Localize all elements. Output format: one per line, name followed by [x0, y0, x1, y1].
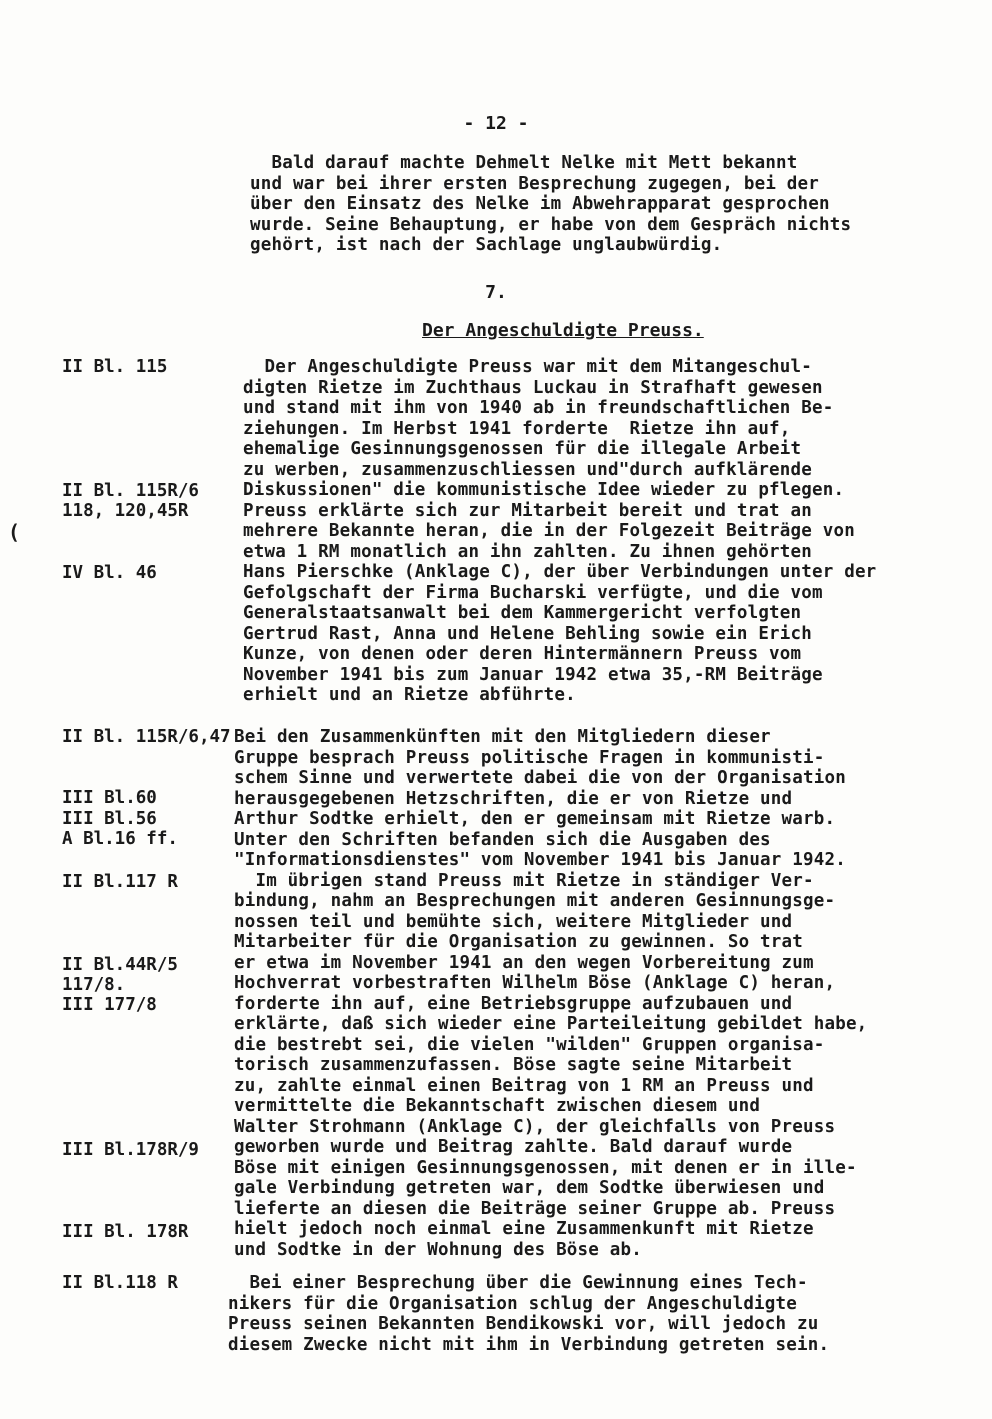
text-line: Arthur Sodtke erhielt, den er gemeinsam mit Rietze warb.	[234, 809, 836, 829]
text-line: und war bei ihrer ersten Besprechung zugegen, bei der	[250, 173, 820, 194]
text-line: Unter den Schriften befanden sich die Ausgaben des	[234, 829, 771, 850]
text-line: erklärte, daß sich wieder eine Parteileitung gebildet habe,	[234, 1014, 868, 1034]
text-line: Bei einer Besprechung über die Gewinnung eines Tech-	[228, 1273, 808, 1293]
text-line: Der Angeschuldigte Preuss war mit dem Mitangeschul-	[243, 357, 813, 377]
intro-paragraph	[250, 153, 851, 256]
text-line: Walter Strohmann (Anklage C), der gleichfalls von Preuss	[234, 1116, 836, 1137]
text-line: wurde. Seine Behauptung, er habe von dem Gespräch nichts	[250, 214, 852, 235]
text-line: Hochverrat vorbestraften Wilhelm Böse (Anklage C) heran,	[234, 973, 836, 993]
text-line: Gruppe besprach Preuss politische Fragen in kommunisti-	[234, 747, 825, 768]
text-line: schem Sinne und verwertete dabei die von der Organisation	[234, 768, 846, 788]
text-line: Im übrigen stand Preuss mit Rietze in ständiger Ver-	[234, 870, 814, 891]
text-line: Böse mit einigen Gesinnungsgenossen, mit denen er in ille-	[234, 1157, 857, 1178]
text-line: Gertrud Rast, Anna und Helene Behling sowie ein Erich	[243, 623, 813, 644]
text-line: Generalstaatsanwalt bei dem Kammergericht verfolgten	[243, 603, 802, 623]
margin-ref: III 177/8	[62, 995, 157, 1015]
margin-ref: IV Bl. 46	[62, 563, 157, 583]
margin-ref: II Bl.117 R	[62, 872, 178, 892]
text-line: torisch zusammenzufassen. Böse sagte seine Mitarbeit	[234, 1055, 793, 1075]
margin-ref: A Bl.16 ff.	[62, 829, 178, 849]
text-line: geworben wurde und Beitrag zahlte. Bald darauf wurde	[234, 1137, 793, 1157]
text-line: nikers für die Organisation schlug der Angeschuldigte	[228, 1293, 798, 1314]
text-line: bindung, nahm an Besprechungen mit anderen Gesinnungsge-	[234, 891, 836, 911]
paragraph-1	[243, 357, 876, 706]
text-line: lieferte an diesen die Beiträge seiner Gruppe ab. Preuss	[234, 1198, 836, 1219]
text-line: Preuss erklärte sich zur Mitarbeit bereit und trat an	[243, 500, 813, 521]
margin-ref: III Bl.60	[62, 788, 157, 808]
text-line: diesem Zwecke nicht mit ihm in Verbindung getreten sein.	[228, 1334, 830, 1355]
text-line: digten Rietze im Zuchthaus Luckau in Strafhaft gewesen	[243, 377, 823, 398]
text-line: Mitarbeiter für die Organisation zu gewinnen. So trat	[234, 932, 804, 952]
section-heading: Der Angeschuldigte Preuss.	[422, 320, 704, 341]
text-line: die bestrebt sei, die vielen "wilden" Gruppen organisa-	[234, 1034, 825, 1055]
margin-ref: 117/8.	[62, 975, 126, 995]
paragraph-3	[228, 1273, 829, 1355]
text-line: und Sodtke in der Wohnung des Böse ab.	[234, 1239, 642, 1260]
text-line: gale Verbindung getreten war, dem Sodtke überwiesen und	[234, 1178, 825, 1198]
text-line: etwa 1 RM monatlich an ihn zahlten. Zu ihnen gehörten	[243, 541, 813, 562]
text-line: über den Einsatz des Nelke im Abwehrapparat gesprochen	[250, 194, 830, 214]
text-line: forderte ihn auf, eine Betriebsgruppe aufzubauen und	[234, 993, 793, 1014]
paragraph-2	[234, 727, 867, 1260]
section-number: 7.	[485, 282, 507, 303]
text-line: zu werben, zusammenzuschliessen und"durch aufklärende	[243, 459, 813, 480]
text-line: vermittelte die Bekanntschaft zwischen diesem und	[234, 1096, 761, 1116]
text-line: Bald darauf machte Dehmelt Nelke mit Mett bekannt	[250, 153, 798, 173]
page-number: - 12 -	[463, 113, 529, 134]
text-line: er etwa im November 1941 an den wegen Vorbereitung zum	[234, 952, 814, 973]
margin-ref: III Bl. 178R	[62, 1222, 189, 1242]
margin-ref: II Bl.44R/5	[62, 955, 178, 975]
text-line: zu, zahlte einmal einen Beitrag von 1 RM an Preuss und	[234, 1075, 814, 1096]
text-line: Diskussionen" die kommunistische Idee wieder zu pflegen.	[243, 480, 845, 500]
margin-ref: II Bl. 115	[62, 357, 168, 377]
text-line: Hans Pierschke (Anklage C), der über Verbindungen unter der	[243, 562, 877, 582]
text-line: Preuss seinen Bekannten Bendikowski vor, will jedoch zu	[228, 1314, 819, 1334]
margin-ref: II Bl. 115R/6	[62, 481, 199, 501]
text-line: herausgegebenen Hetzschriften, die er von Rietze und	[234, 788, 793, 809]
text-line: hielt jedoch noch einmal eine Zusammenkunft mit Rietze	[234, 1219, 814, 1239]
text-line: November 1941 bis zum Januar 1942 etwa 35,-RM Beiträge	[243, 664, 823, 685]
margin-ref: II Bl. 115R/6,47	[62, 727, 231, 747]
text-line: gehört, ist nach der Sachlage unglaubwürdig.	[250, 235, 723, 255]
text-line: Kunze, von denen oder deren Hintermännern Preuss vom	[243, 644, 802, 664]
margin-ref: II Bl.118 R	[62, 1273, 178, 1293]
text-line: und stand mit ihm von 1940 ab in freundschaftlichen Be-	[243, 398, 834, 418]
margin-ref: III Bl.56	[62, 809, 157, 829]
margin-ref: 118, 120,45R	[62, 501, 189, 521]
text-line: ehemalige Gesinnungsgenossen für die illegale Arbeit	[243, 439, 802, 459]
text-line: Gefolgschaft der Firma Bucharski verfügte, und die vom	[243, 582, 823, 603]
text-line: erhielt und an Rietze abführte.	[243, 685, 576, 705]
text-line: Bei den Zusammenkünften mit den Mitgliedern dieser	[234, 727, 771, 747]
text-line: mehrere Bekannte heran, die in der Folgezeit Beiträge von	[243, 521, 855, 541]
margin-ref: III Bl.178R/9	[62, 1140, 199, 1160]
text-line: ziehungen. Im Herbst 1941 forderte Rietze ihn auf,	[243, 418, 791, 439]
margin-parenthesis: (	[8, 520, 21, 544]
text-line: "Informationsdienstes" vom November 1941 bis Januar 1942.	[234, 850, 846, 870]
text-line: nossen teil und bemühte sich, weitere Mitglieder und	[234, 911, 793, 932]
